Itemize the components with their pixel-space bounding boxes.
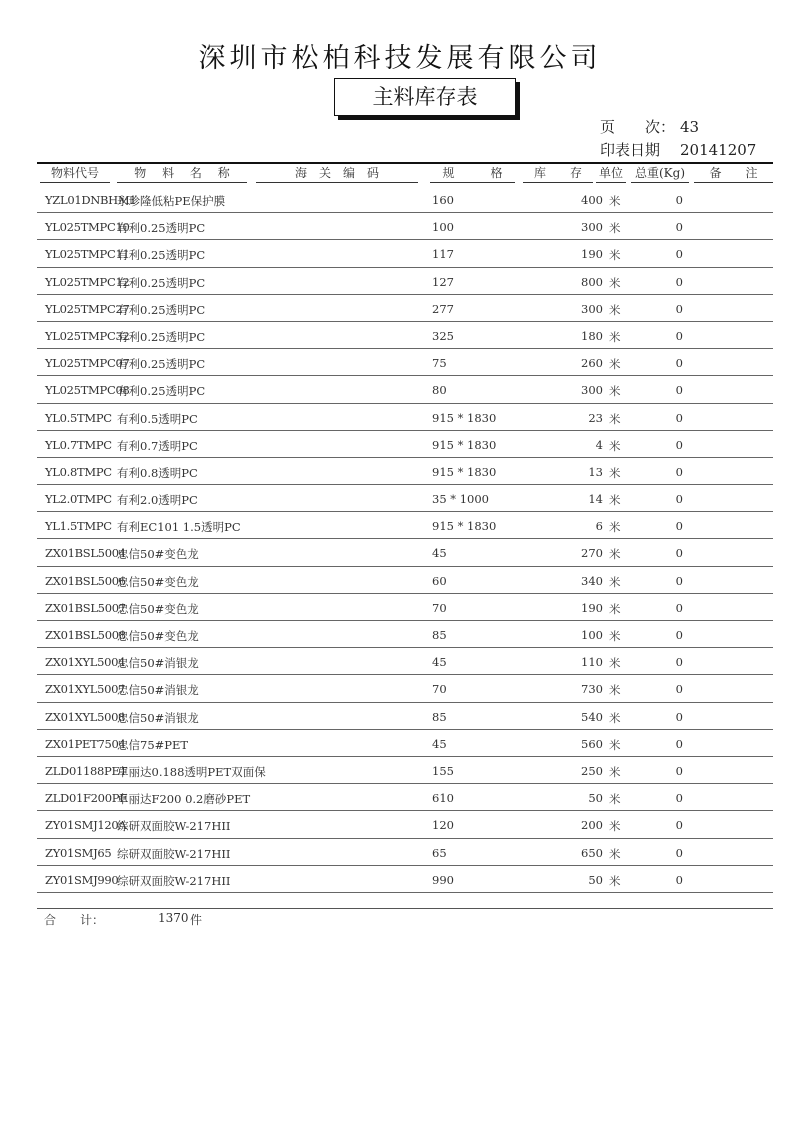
top-rule bbox=[37, 162, 773, 164]
cell-spec: 915 * 1830 bbox=[432, 519, 497, 534]
cell-code: YL2.0TMPC bbox=[45, 492, 112, 507]
table-row bbox=[37, 268, 773, 295]
cell-unit: 米 bbox=[609, 194, 621, 208]
cell-name: 有利0.5透明PC bbox=[117, 411, 198, 426]
table-row bbox=[37, 404, 773, 431]
cell-unit: 米 bbox=[609, 710, 621, 725]
cell-weight: 0 bbox=[675, 328, 683, 343]
cell-name: 卓丽达0.188透明PET双面保 bbox=[117, 764, 266, 779]
cell-unit: 米 bbox=[609, 384, 621, 399]
cell-stock: 14 bbox=[588, 492, 603, 507]
cell-weight: 0 bbox=[675, 791, 683, 806]
cell-spec: 325 bbox=[432, 328, 454, 343]
cell-unit: 米 bbox=[609, 302, 621, 317]
table-row bbox=[37, 458, 773, 485]
table-row bbox=[37, 757, 773, 784]
cell-name: 忠信75#PET bbox=[117, 737, 189, 752]
cell-stock: 730 bbox=[581, 682, 603, 697]
cell-stock: 260 bbox=[581, 356, 603, 371]
cell-code: ZY01SMJ65 bbox=[45, 845, 112, 860]
cell-stock: 180 bbox=[581, 328, 603, 343]
cell-spec: 915 * 1830 bbox=[432, 437, 497, 452]
cell-code: YL1.5TMPC bbox=[45, 519, 112, 534]
cell-spec: 127 bbox=[432, 274, 454, 289]
cell-weight: 0 bbox=[675, 546, 683, 561]
print-date-info bbox=[600, 139, 756, 160]
cell-unit: 米 bbox=[609, 792, 621, 807]
cell-stock: 50 bbox=[588, 872, 603, 887]
cell-name: 有利0.25透明PC bbox=[117, 221, 206, 236]
table-row bbox=[37, 376, 773, 403]
cell-name: 忠信50#变色龙 bbox=[117, 574, 199, 589]
cell-weight: 0 bbox=[675, 628, 683, 642]
cell-unit: 米 bbox=[609, 683, 621, 698]
col-header-unit: 单位 bbox=[596, 166, 626, 183]
cell-stock: 13 bbox=[588, 464, 603, 479]
table-row bbox=[37, 594, 773, 621]
cell-unit: 米 bbox=[609, 465, 621, 480]
cell-spec: 75 bbox=[432, 356, 447, 371]
cell-code: YZL01DNBHM1 bbox=[45, 193, 137, 207]
cell-code: ZX01BSL5004 bbox=[45, 546, 126, 561]
total-label: 合 计： bbox=[44, 913, 105, 928]
cell-code: ZX01PET7504 bbox=[45, 736, 126, 751]
cell-weight: 0 bbox=[675, 845, 683, 860]
table-row bbox=[37, 648, 773, 675]
cell-stock: 110 bbox=[581, 655, 603, 670]
table-row bbox=[37, 839, 773, 866]
cell-stock: 4 bbox=[595, 437, 603, 452]
cell-spec: 80 bbox=[432, 383, 447, 398]
table-row bbox=[37, 512, 773, 539]
cell-spec: 100 bbox=[432, 220, 454, 235]
cell-spec: 915 * 1830 bbox=[432, 410, 497, 425]
print-date-label: 印表日期 bbox=[600, 141, 661, 159]
col-header-weight: 总重(Kg) bbox=[631, 166, 689, 183]
cell-code: YL025TMPC11 bbox=[45, 247, 130, 262]
cell-name: 有利0.25透明PC bbox=[117, 248, 206, 263]
cell-unit: 米 bbox=[609, 520, 621, 535]
cell-name: 忠信50#变色龙 bbox=[117, 601, 199, 616]
cell-weight: 0 bbox=[675, 600, 683, 615]
cell-stock: 300 bbox=[581, 220, 603, 235]
cell-weight: 0 bbox=[675, 818, 683, 833]
cell-spec: 70 bbox=[432, 682, 447, 697]
cell-code: ZX01BSL5008 bbox=[45, 628, 126, 642]
cell-code: YL025TMPC08 bbox=[45, 383, 130, 398]
cell-spec: 155 bbox=[432, 763, 454, 778]
cell-name: 有利0.25透明PC bbox=[117, 302, 206, 317]
report-title: 主料库存表 bbox=[334, 78, 516, 116]
cell-stock: 560 bbox=[581, 736, 603, 751]
cell-name: 忠信50#消银龙 bbox=[117, 710, 199, 725]
cell-name: 忠信50#变色龙 bbox=[117, 547, 199, 562]
cell-code: YL025TMPC07 bbox=[45, 356, 130, 371]
cell-name: 有利0.7透明PC bbox=[117, 438, 198, 453]
inventory-table bbox=[37, 186, 773, 893]
cell-unit: 米 bbox=[609, 656, 621, 671]
cell-stock: 800 bbox=[581, 274, 603, 289]
cell-unit: 米 bbox=[609, 574, 621, 589]
cell-stock: 200 bbox=[581, 818, 603, 833]
cell-stock: 400 bbox=[581, 193, 603, 207]
cell-name: 有利0.25透明PC bbox=[117, 275, 206, 290]
cell-code: ZX01BSL5007 bbox=[45, 600, 126, 615]
table-row bbox=[37, 295, 773, 322]
table-row bbox=[37, 784, 773, 811]
cell-name: 有利EC101 1.5透明PC bbox=[117, 520, 241, 535]
cell-stock: 250 bbox=[581, 763, 603, 778]
table-row bbox=[37, 240, 773, 267]
table-row bbox=[37, 349, 773, 376]
cell-name: 忠信50#消银龙 bbox=[117, 656, 199, 671]
cell-code: ZY01SMJ120A bbox=[45, 818, 127, 833]
cell-name: 有利0.25透明PC bbox=[117, 384, 206, 399]
cell-weight: 0 bbox=[675, 492, 683, 507]
table-row bbox=[37, 675, 773, 702]
cell-spec: 610 bbox=[432, 791, 454, 806]
cell-spec: 85 bbox=[432, 628, 447, 642]
cell-weight: 0 bbox=[675, 437, 683, 452]
cell-weight: 0 bbox=[675, 709, 683, 724]
cell-unit: 米 bbox=[609, 547, 621, 562]
cell-spec: 60 bbox=[432, 573, 447, 588]
cell-code: YL0.7TMPC bbox=[45, 437, 112, 452]
cell-unit: 米 bbox=[609, 846, 621, 861]
cell-name: 综研双面胶W-217HII bbox=[117, 819, 231, 834]
cell-stock: 300 bbox=[581, 301, 603, 316]
table-row bbox=[37, 431, 773, 458]
cell-weight: 0 bbox=[675, 193, 683, 207]
cell-code: ZLD01188PET bbox=[45, 763, 127, 778]
cell-code: YL025TMPC32 bbox=[45, 328, 130, 343]
col-header-customs: 海 关 编 码 bbox=[256, 166, 418, 183]
cell-unit: 米 bbox=[609, 629, 621, 643]
print-date: 20141207 bbox=[680, 141, 757, 159]
cell-unit: 米 bbox=[609, 357, 621, 372]
col-header-stock: 库 存 bbox=[523, 166, 593, 183]
cell-stock: 340 bbox=[581, 573, 603, 588]
cell-name: 有利2.0透明PC bbox=[117, 493, 198, 508]
cell-code: YL025TMPC12 bbox=[45, 274, 130, 289]
cell-spec: 160 bbox=[432, 193, 454, 207]
table-row bbox=[37, 703, 773, 730]
table-row bbox=[37, 567, 773, 594]
col-header-remark: 备 注 bbox=[694, 166, 773, 183]
cell-name: 有利0.25透明PC bbox=[117, 329, 206, 344]
cell-unit: 米 bbox=[609, 329, 621, 344]
table-row bbox=[37, 485, 773, 512]
cell-spec: 277 bbox=[432, 301, 454, 316]
cell-stock: 270 bbox=[581, 546, 603, 561]
cell-unit: 米 bbox=[609, 438, 621, 453]
total-unit: 件 bbox=[190, 913, 203, 928]
cell-spec: 117 bbox=[432, 247, 454, 262]
col-header-name: 物 料 名 称 bbox=[117, 166, 247, 183]
cell-unit: 米 bbox=[609, 248, 621, 263]
cell-unit: 米 bbox=[609, 275, 621, 290]
page-label: 页 次： bbox=[600, 118, 676, 136]
col-header-spec: 规 格 bbox=[430, 166, 515, 183]
cell-weight: 0 bbox=[675, 763, 683, 778]
cell-spec: 35 * 1000 bbox=[432, 492, 489, 507]
table-row bbox=[37, 186, 773, 213]
cell-spec: 45 bbox=[432, 546, 447, 561]
table-row bbox=[37, 539, 773, 566]
cell-spec: 85 bbox=[432, 709, 447, 724]
cell-unit: 米 bbox=[609, 221, 621, 236]
cell-name: 永珍隆低粘PE保护膜 bbox=[117, 194, 226, 208]
cell-stock: 190 bbox=[581, 247, 603, 262]
cell-weight: 0 bbox=[675, 247, 683, 262]
cell-spec: 915 * 1830 bbox=[432, 464, 497, 479]
cell-name: 有利0.8透明PC bbox=[117, 465, 198, 480]
cell-stock: 50 bbox=[588, 791, 603, 806]
cell-spec: 45 bbox=[432, 655, 447, 670]
cell-unit: 米 bbox=[609, 411, 621, 426]
cell-weight: 0 bbox=[675, 274, 683, 289]
cell-name: 忠信50#消银龙 bbox=[117, 683, 199, 698]
cell-code: YL025TMPC27 bbox=[45, 301, 130, 316]
cell-unit: 米 bbox=[609, 873, 621, 888]
cell-name: 综研双面胶W-217HII bbox=[117, 846, 231, 861]
table-row bbox=[37, 322, 773, 349]
cell-unit: 米 bbox=[609, 493, 621, 508]
page-info bbox=[600, 116, 699, 137]
cell-code: ZLD01F200PE bbox=[45, 791, 128, 806]
cell-stock: 6 bbox=[595, 519, 603, 534]
cell-code: YL0.8TMPC bbox=[45, 464, 112, 479]
cell-code: ZX01BSL5006 bbox=[45, 573, 126, 588]
cell-spec: 70 bbox=[432, 600, 447, 615]
table-row bbox=[37, 866, 773, 893]
cell-stock: 300 bbox=[581, 383, 603, 398]
cell-code: ZY01SMJ990 bbox=[45, 872, 119, 887]
cell-weight: 0 bbox=[675, 356, 683, 371]
cell-name: 有利0.25透明PC bbox=[117, 357, 206, 372]
bottom-rule bbox=[37, 908, 773, 909]
cell-name: 忠信50#变色龙 bbox=[117, 629, 199, 643]
table-row bbox=[37, 811, 773, 838]
cell-stock: 650 bbox=[581, 845, 603, 860]
cell-stock: 540 bbox=[581, 709, 603, 724]
company-name: 深圳市松柏科技发展有限公司 bbox=[198, 43, 602, 74]
cell-weight: 0 bbox=[675, 383, 683, 398]
cell-weight: 0 bbox=[675, 682, 683, 697]
col-header-code: 物料代号 bbox=[40, 166, 110, 183]
cell-name: 综研双面胶W-217HII bbox=[117, 873, 231, 888]
table-row bbox=[37, 730, 773, 757]
cell-weight: 0 bbox=[675, 655, 683, 670]
cell-unit: 米 bbox=[609, 819, 621, 834]
cell-unit: 米 bbox=[609, 764, 621, 779]
table-row bbox=[37, 621, 773, 648]
cell-spec: 120 bbox=[432, 818, 454, 833]
cell-spec: 65 bbox=[432, 845, 447, 860]
cell-code: ZX01XYL5007 bbox=[45, 682, 126, 697]
cell-weight: 0 bbox=[675, 519, 683, 534]
cell-weight: 0 bbox=[675, 301, 683, 316]
cell-weight: 0 bbox=[675, 573, 683, 588]
cell-name: 卓丽达F200 0.2磨砂PET bbox=[117, 792, 251, 807]
cell-stock: 100 bbox=[581, 628, 603, 642]
cell-code: YL0.5TMPC bbox=[45, 410, 112, 425]
cell-code: ZX01XYL5004 bbox=[45, 655, 126, 670]
cell-weight: 0 bbox=[675, 872, 683, 887]
cell-spec: 45 bbox=[432, 736, 447, 751]
cell-stock: 190 bbox=[581, 600, 603, 615]
table-row bbox=[37, 213, 773, 240]
cell-weight: 0 bbox=[675, 220, 683, 235]
cell-unit: 米 bbox=[609, 601, 621, 616]
cell-weight: 0 bbox=[675, 464, 683, 479]
cell-code: ZX01XYL5008 bbox=[45, 709, 126, 724]
page-number: 43 bbox=[680, 118, 700, 136]
cell-weight: 0 bbox=[675, 736, 683, 751]
total-value: 1370 bbox=[158, 911, 189, 926]
cell-code: YL025TMPC10 bbox=[45, 220, 130, 235]
cell-stock: 23 bbox=[588, 410, 603, 425]
cell-unit: 米 bbox=[609, 737, 621, 752]
cell-weight: 0 bbox=[675, 410, 683, 425]
cell-spec: 990 bbox=[432, 872, 454, 887]
